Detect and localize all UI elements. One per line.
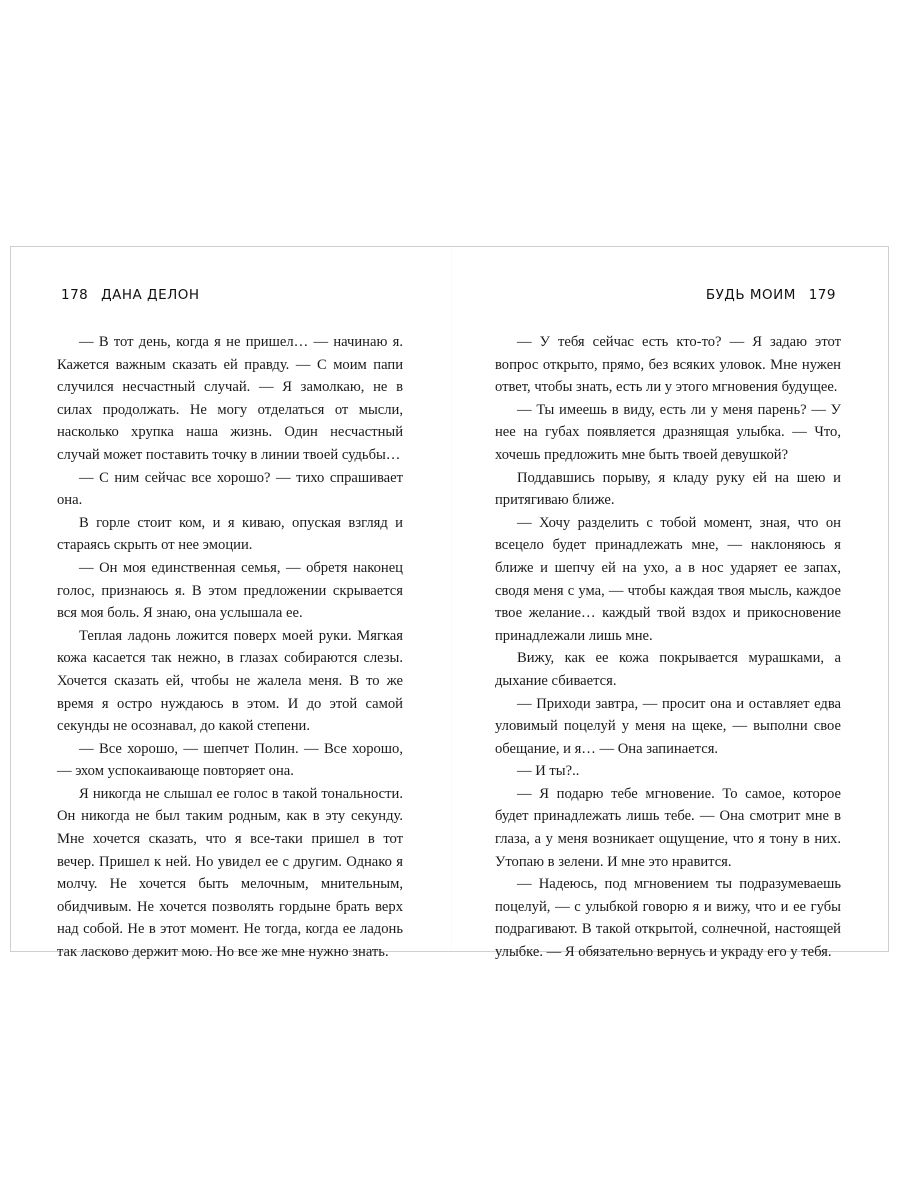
paragraph: В горле стоит ком, и я киваю, опуская взгляд и стараясь скрыть от нее эмоции. [57,514,403,554]
right-running-head: БУДЬ МОИМ [705,287,796,303]
paragraph: — Все хорошо, — шепчет Полин. — Все хорошо, — эхом успокаивающе повторяет она. [57,740,403,780]
right-page-text [495,331,841,964]
right-page-number: 179 [808,287,836,303]
paragraph: — Хочу разделить с тобой момент, зная, что он всецело будет принадлежать мне, — наклоняюсь я ближе и шепчу ей на ухо, а в нос ударяет ее запах, сводя меня с ума, — чтобы каждая твоя мысль, каждое твое желание… каждый твой вздох и прикосновение принадлежали лишь мне. [495,514,841,644]
paragraph: Вижу, как ее кожа покрывается мурашками, а дыхание сбивается. [495,650,841,689]
right-page [451,247,890,961]
left-page-text [57,331,403,964]
paragraph: — Я подарю тебе мгновение. То самое, которое будет принадлежать лишь тебе. — Она смотрит мне в глаза, а у меня возникает ощущение, что я тону в них. Утопаю в зелени. И мне это нравится. [495,785,841,870]
right-page-header [702,287,840,303]
paragraph: — Приходи завтра, — просит она и оставляет едва уловимый поцелуй у меня на щеке, — выполни свое обещание, и я… — Она запинается. [495,695,841,757]
paragraph: — Надеюсь, под мгновением ты подразумеваешь поцелуй, — с улыбкой говорю я и вижу, что и ее губы подрагивают. В такой открытой, солнечной, настоящей улыбке. — Я обязательно вернусь и украду его у тебя. [495,876,841,961]
paragraph: Теплая ладонь ложится поверх моей руки. Мягкая кожа касается так нежно, в глазах собираются слезы. Хочется сказать ей, чтобы не жалела меня. В то же время я остро нуждаюсь в этом. И до этой самой секунды не осознавал, до какой степени. [57,627,403,735]
paragraph: — У тебя сейчас есть кто-то? — Я задаю этот вопрос открыто, прямо, без всяких уловок. Мне нужен ответ, чтобы знать, есть ли у этого мгновения будущее. [495,334,841,396]
left-page-number: 178 [61,287,89,303]
left-page-header [57,287,204,303]
paragraph: — В тот день, когда я не пришел… — начинаю я. Кажется важным сказать ей правду. — С моим папи случился несчастный случай. — Я замолкаю, не в силах продолжать. Не могу отделаться от мысли, насколько хрупка наша жизнь. Один несчастный случай может поставить точку в линии твоей судьбы… [57,334,403,463]
paragraph: — Он моя единственная семья, — обретя наконец голос, признаюсь я. В этом предложении скрывается вся моя боль. Я знаю, она услышала ее. [57,559,403,622]
paragraph: — И ты?.. [517,763,580,780]
left-running-head: ДАНА ДЕЛОН [101,287,200,303]
paragraph: — С ним сейчас все хорошо? — тихо спрашивает она. [57,469,403,509]
left-page [11,247,451,961]
book-spread [10,246,889,961]
paragraph: Я никогда не слышал ее голос в такой тональности. Он никогда не был таким родным, как в эту секунду. Мне хочется сказать, что я все-таки пришел в тот вечер. Пришел к ней. Но увидел ее с другим. Однако я молчу. Не хочется быть мелочным, мнительным, обидчивым. Не хочется позволять гордыне брать верх над собой. Не в этот момент. Не тогда, когда ее ладонь так ласково держит мою. Но все же мне нужно знать. [57,785,403,961]
paragraph: Поддавшись порыву, я кладу руку ей на шею и притягиваю ближе. [495,469,841,509]
paragraph: — Ты имеешь в виду, есть ли у меня парень? — У нее на губах появляется дразнящая улыбка. — Что, хочешь предложить мне быть твоей девушкой? [495,401,841,463]
